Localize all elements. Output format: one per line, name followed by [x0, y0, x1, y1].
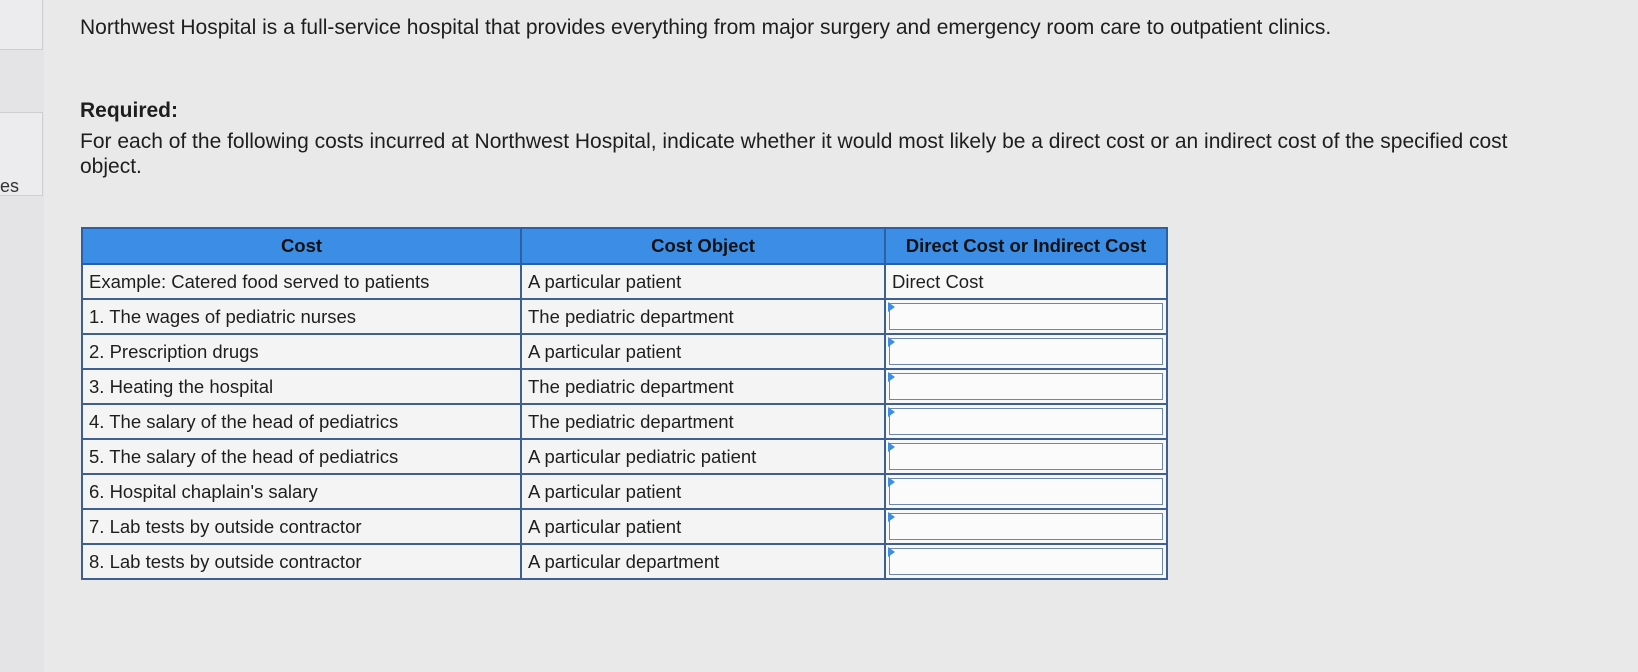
sidebar-tab-top[interactable] — [0, 0, 43, 50]
sidebar-partial-label: es — [0, 176, 20, 196]
cost-cell: 5. The salary of the head of pediatrics — [82, 439, 521, 474]
answer-dropdown-3[interactable] — [885, 369, 1167, 404]
table-row — [82, 544, 1167, 579]
cost-cell: 3. Heating the hospital — [82, 369, 521, 404]
cost-cell: 4. The salary of the head of pediatrics — [82, 404, 521, 439]
cost-cell: 7. Lab tests by outside contractor — [82, 509, 521, 544]
header-cost: Cost — [82, 228, 521, 264]
problem-intro: Northwest Hospital is a full-service hospital that provides everything from major surgery and emergency room care to outpatient clinics. — [80, 16, 1332, 39]
cost-object-cell: A particular patient — [521, 509, 885, 544]
cost-object-cell: A particular patient — [521, 474, 885, 509]
answer-dropdown-1[interactable] — [885, 299, 1167, 334]
answer-dropdown-7[interactable] — [885, 509, 1167, 544]
cost-object-cell: A particular patient — [521, 264, 885, 299]
answer-dropdown-8[interactable] — [885, 544, 1167, 579]
table-row — [82, 299, 1167, 334]
table-row — [82, 404, 1167, 439]
cost-cell: 2. Prescription drugs — [82, 334, 521, 369]
cost-object-cell: A particular department — [521, 544, 885, 579]
answer-field[interactable] — [889, 548, 1163, 575]
table-row — [82, 509, 1167, 544]
cost-object-cell: A particular pediatric patient — [521, 439, 885, 474]
answer-dropdown-6[interactable] — [885, 474, 1167, 509]
table-header-row — [82, 228, 1167, 264]
table-row — [82, 334, 1167, 369]
problem-instruction: For each of the following costs incurred at Northwest Hospital, indicate whether it would most likely be a direct cost or an indirect cost of the specified cost object. — [80, 130, 1508, 178]
answer-field[interactable] — [889, 513, 1163, 540]
answer-field[interactable] — [889, 408, 1163, 435]
answer-field[interactable] — [889, 303, 1163, 330]
table-row — [82, 439, 1167, 474]
answer-dropdown-4[interactable] — [885, 404, 1167, 439]
cost-object-cell: A particular patient — [521, 334, 885, 369]
answer-field[interactable] — [889, 443, 1163, 470]
answer-field[interactable] — [889, 373, 1163, 400]
required-heading: Required: — [80, 99, 179, 122]
left-sidebar — [0, 0, 44, 672]
cost-cell: 8. Lab tests by outside contractor — [82, 544, 521, 579]
answer-dropdown-2[interactable] — [885, 334, 1167, 369]
answer-field[interactable] — [889, 478, 1163, 505]
table-row — [82, 474, 1167, 509]
answer-cell-example: Direct Cost — [885, 264, 1167, 299]
cost-object-cell: The pediatric department — [521, 369, 885, 404]
header-cost-object: Cost Object — [521, 228, 885, 264]
cost-cell: 1. The wages of pediatric nurses — [82, 299, 521, 334]
cost-classification-table — [81, 227, 1168, 580]
cost-object-cell: The pediatric department — [521, 404, 885, 439]
cost-cell: 6. Hospital chaplain's salary — [82, 474, 521, 509]
table-row — [82, 369, 1167, 404]
cost-cell: Example: Catered food served to patients — [82, 264, 521, 299]
header-direct-or-indirect: Direct Cost or Indirect Cost — [885, 228, 1167, 264]
cost-object-cell: The pediatric department — [521, 299, 885, 334]
answer-dropdown-5[interactable] — [885, 439, 1167, 474]
answer-field[interactable] — [889, 338, 1163, 365]
table-row-example — [82, 264, 1167, 299]
